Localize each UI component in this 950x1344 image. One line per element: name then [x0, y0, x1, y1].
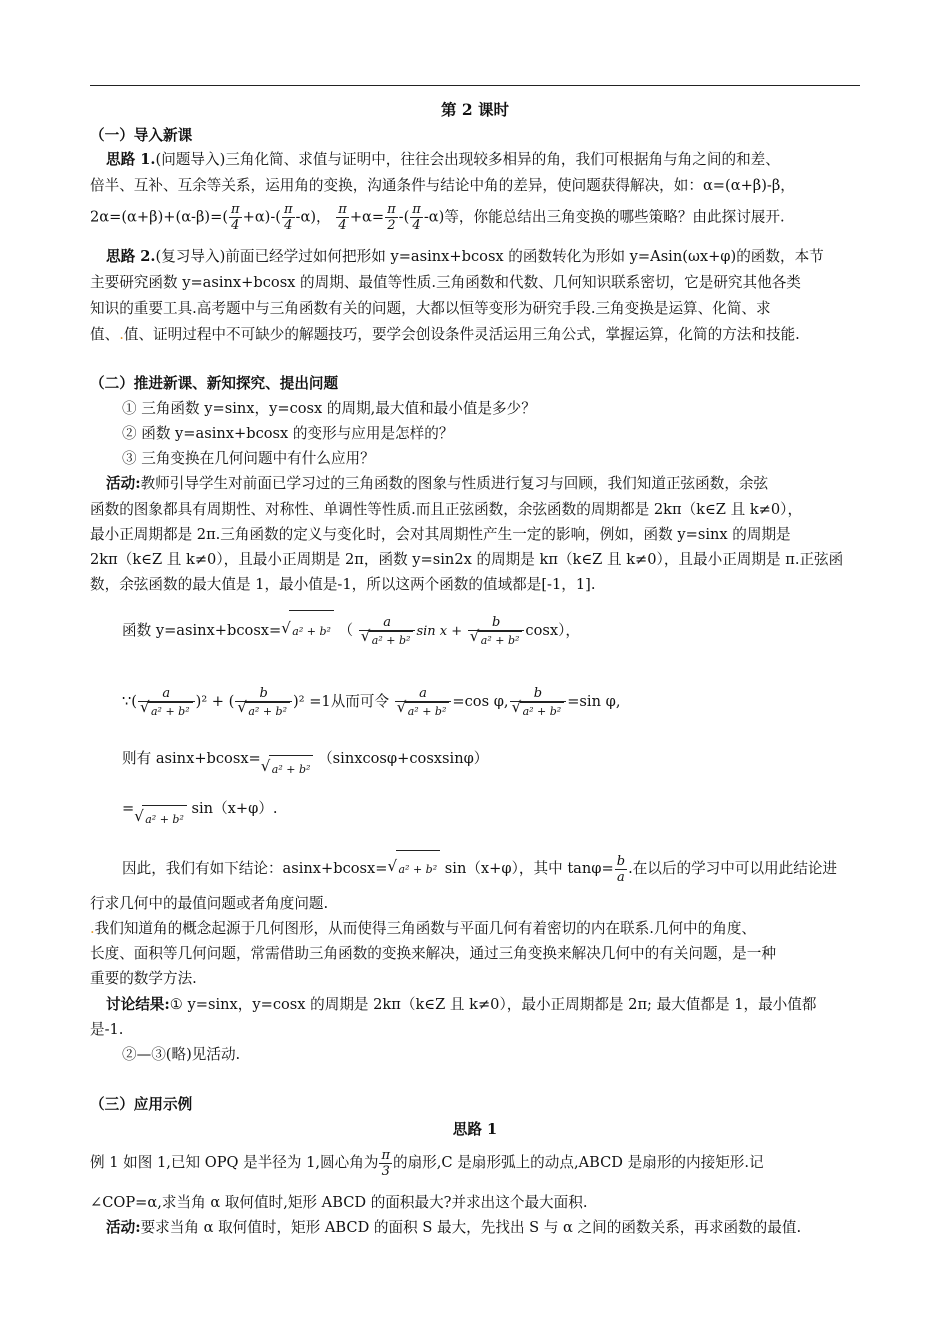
paragraph-line: 思路 2.(复习导入)前面已经学过如何把形如 y=asinx+bcosx 的函数转化为形如 y=Asin(ωx+φ)的函数，本节: [106, 248, 824, 265]
question-2: ② 函数 y=asinx+bcosx 的变形与应用是怎样的？: [122, 425, 454, 442]
paragraph-line: 重要的数学方法.: [90, 970, 197, 987]
paragraph-line: 思路 1.(问题导入)三角化简、求值与证明中，往往会出现较多相异的角，我们可根据角与角之间的和差、: [106, 151, 780, 168]
question-1: ① 三角函数 y=sinx，y=cosx 的周期,最大值和最小值是多少？: [122, 400, 536, 417]
example-line: 例 1 如图 1,已知 OPQ 是半径为 1,圆心角为 $\frac{\pi}{3}$ 的扇形,C 是扇形弧上的动点,ABCD 是扇形的内接矩形.记: [90, 1147, 764, 1179]
paragraph-line: 活动:教师引导学生对前面已学习过的三角函数的图象与性质进行复习与回顾，我们知道正弦函数，余弦: [106, 475, 769, 492]
subheading: 思路 1: [452, 1121, 498, 1138]
paragraph-line: 主要研究函数 y=asinx+bcosx 的周期、最值等性质.三角函数和代数、几何知识联系密切，它是研究其他各类: [90, 274, 801, 291]
formula-2: ∵( a √ a² + b² )² + ( b √ a² + b² )² =1从而可令 a √ a² + b² =cos φ, b √ a² + b² =sin φ,: [122, 682, 897, 722]
paragraph-line: ∠COP=α,求当角 α 取何值时,矩形 ABCD 的面积最大?并求出这个最大面积.: [90, 1194, 588, 1211]
conclusion-line: 因此，我们有如下结论：asinx+bcosx=√ a² + b² sin（x+φ），其中 tanφ= $\frac{b}{a}$ .在以后的学习中可以用此结论进: [122, 850, 897, 888]
paragraph-line: ②—③(略)见活动.: [122, 1046, 241, 1063]
formula-4: =√ a² + b² sin（x+φ）.: [122, 796, 897, 833]
paragraph-line: 值、.值、证明过程中不可缺少的解题技巧，要学会创设条件灵活运用三角公式，掌握运算，化简的方法和技能.: [90, 326, 800, 343]
formula-3: 则有 asinx+bcosx=√ a² + b² （sinxcosφ+cosxsinφ）: [122, 746, 897, 783]
question-3: ③ 三角变换在几何问题中有什么应用？: [122, 450, 375, 467]
page-title: 第 2 课时: [440, 100, 510, 119]
paragraph-line: 最小正周期都是 2π.三角函数的定义与变化时，会对其周期性产生一定的影响，例如，函数 y=sinx 的周期是: [90, 526, 791, 543]
formula-line: 2α=(α+β)+(α-β)=( $\frac{\pi}{4}$ +α)-( $\frac{\pi}{4}$ -α)， $\frac{\pi}{4}$ +α= $\frac{\pi}{2}$ -( $\frac{\pi}{4}$ -α)等，你能总结出三角变换的哪些策略？由此探讨展开.: [90, 202, 785, 233]
paragraph-line: 活动:要求当角 α 取何值时，矩形 ABCD 的面积 S 最大，先找出 S 与 α 之间的函数关系，再求函数的最值.: [106, 1219, 802, 1236]
paragraph-line: 行求几何中的最值问题或者角度问题.: [90, 895, 329, 912]
paragraph-line: 2kπ（k∈Z 且 k≠0），且最小正周期是 2π，函数 y=sin2x 的周期是 kπ（k∈Z 且 k≠0），且最小正周期是 π.正弦函: [90, 551, 844, 568]
paragraph-line: 是-1.: [90, 1021, 124, 1038]
paragraph-line: .我们知道角的概念起源于几何图形，从而使得三角函数与平面几何有着密切的内在联系.几何中的角度、: [90, 920, 757, 937]
paragraph-line: 函数的图象都具有周期性、对称性、单调性等性质.而且正弦函数，余弦函数的周期都是 2kπ（k∈Z 且 k≠0），: [90, 501, 803, 518]
section-heading-intro: （一）导入新课: [90, 127, 193, 144]
paragraph-line: 倍半、互补、互余等关系，运用角的变换，沟通条件与结论中角的差异，使问题获得解决，如：α=(α+β)-β，: [90, 177, 795, 194]
top-rule: [90, 85, 860, 86]
section-heading-explore: （二）推进新课、新知探究、提出问题: [90, 375, 339, 392]
formula-1: 函数 y=asinx+bcosx=√ a² + b² （ a √ a² + b² sin x + b √ a² + b² cosx），: [122, 610, 897, 652]
paragraph-line: 长度、面积等几何问题，常需借助三角函数的变换来解决，通过三角变换来解决几何中的有关问题，是一种: [90, 945, 776, 962]
section-heading-examples: （三）应用示例: [90, 1096, 193, 1113]
paragraph-line: 数，余弦函数的最大值是 1，最小值是-1，所以这两个函数的值域都是[-1，1].: [90, 576, 596, 593]
paragraph-line: 讨论结果:① y=sinx，y=cosx 的周期是 2kπ（k∈Z 且 k≠0），最小正周期都是 2π; 最大值都是 1，最小值都: [106, 996, 817, 1013]
paragraph-line: 知识的重要工具.高考题中与三角函数有关的问题，大都以恒等变形为研究手段.三角变换是运算、化简、求: [90, 300, 771, 317]
